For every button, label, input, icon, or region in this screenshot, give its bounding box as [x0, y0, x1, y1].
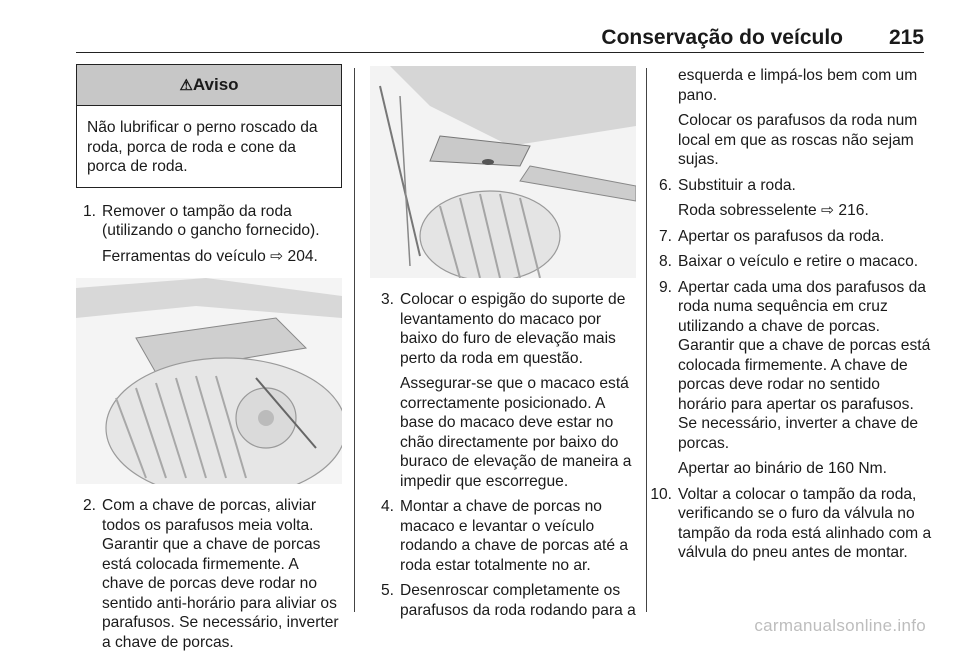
warning-header [77, 65, 341, 106]
column-2 [374, 66, 636, 620]
cross-reference: Ferramentas do veículo ⇨ 204. [102, 247, 318, 265]
wheel-cover-removal-illustration [76, 278, 342, 484]
step-6: 6. Substituir a roda. Roda sobresselente ⇨ 216. [652, 176, 932, 221]
column-1 [76, 64, 342, 652]
step-1: 1. Remover o tampão da roda (utilizando o gancho fornecido). Ferramentas do veículo ⇨ 204. [76, 202, 342, 267]
page-number: 215 [888, 26, 924, 49]
page-header [0, 0, 960, 50]
step-7: 7. Apertar os parafusos da roda. [658, 227, 885, 245]
header-rule [76, 52, 924, 53]
warning-title: Aviso [192, 75, 239, 94]
page-title: Conservação do veículo [601, 26, 843, 49]
step-4: 4. Montar a chave de porcas no macaco e levantar o veículo rodando a chave de porcas até a roda estar totalmente no ar. [380, 498, 629, 574]
step-2: 2. Com a chave de porcas, aliviar todos os parafusos meia volta. Garantir que a chave de porcas está colocada firmemente. A chave de porcas deve rodar no sentido anti-horário para aliviar os parafusos. Se necessário, inverter a chave de porcas. [82, 497, 339, 651]
step-3: 3. Colocar o espigão do suporte de levantamento do macaco por baixo do furo de elevação mais perto da roda em questão. Assegurar-se que o macaco está correctamente posicionado. A base do macaco deve estar no chão directamente por baixo do buraco de elevação de maneira a impedir que escorregue. [380, 291, 632, 490]
step-5: 5. Desenroscar completamente os parafusos da roda rodando para a [380, 582, 636, 619]
watermark: carmanualsonline.info [754, 616, 926, 635]
jack-positioning-illustration [370, 66, 636, 278]
step-9: 9. Apertar cada uma dos parafusos da roda numa sequência em cruz utilizando a chave de porcas. Garantir que a chave de porcas está colocada firmemente. A chave de porcas deve rodar no sentido horário para apertar os parafusos. Se necessário, inverter a chave de porcas. Apertar ao binário de 160 Nm. [658, 278, 931, 477]
column-3 [652, 66, 932, 563]
step-10: 10. Voltar a colocar o tampão da roda, verificando se o furo da válvula no tampão da roda está alinhado com a válvula do pneu antes de montar. [650, 485, 932, 561]
warning-triangle-icon: ⚠ [179, 77, 193, 94]
column-divider-left [354, 68, 355, 612]
warning-text: Não lubrificar o perno roscado da roda, porca de roda e cone da porca de roda. [87, 119, 318, 175]
step-5-continued: esquerda e limpá-los bem com um pano. Colocar os parafusos da roda num local em que as roscas não sejam sujas. [678, 67, 918, 168]
column-divider-right [646, 68, 647, 612]
warning-box [76, 64, 342, 188]
step-8: 8. Baixar o veículo e retire o macaco. [658, 253, 919, 270]
cross-reference: Roda sobresselente ⇨ 216. [678, 202, 869, 219]
